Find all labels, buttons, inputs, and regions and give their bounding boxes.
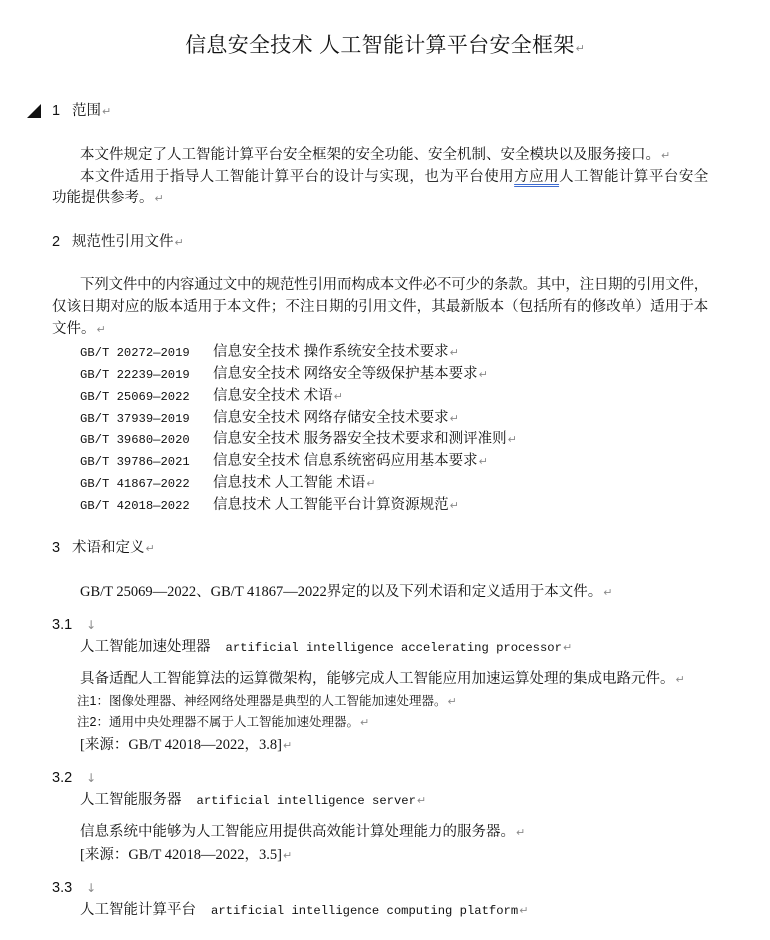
scope-paragraph-2-line-2: 功能提供参考。 ↵ — [52, 188, 164, 208]
reference-item — [80, 451, 488, 471]
term-note: 注1：图像处理器、神经网络处理器是典型的人工智能加速处理器。 ↵ — [77, 691, 457, 711]
reference-item — [80, 495, 459, 515]
reference-code: GB/T 42018—2022 — [80, 499, 190, 513]
reference-item — [80, 429, 517, 449]
reference-item — [80, 364, 488, 384]
term-name-zh: 人工智能加速处理器 — [80, 639, 211, 655]
reference-title: 信息技术 人工智能 术语 ↵ — [213, 475, 375, 491]
section-title: 范围 ↵ — [72, 103, 111, 119]
reference-item — [80, 408, 459, 428]
term-name-zh: 人工智能服务器 — [80, 792, 182, 808]
section-number: 3 — [52, 540, 61, 556]
reference-code: GB/T 41867—2022 — [80, 477, 190, 491]
reference-code: GB/T 22239—2019 — [80, 368, 190, 382]
term-name-zh: 人工智能计算平台 — [80, 902, 196, 918]
term-source: [来源：GB/T 42018—2022，3.5] ↵ — [80, 845, 292, 865]
document-title: 信息安全技术 人工智能计算平台安全框架 ↵ — [0, 33, 770, 59]
scope-paragraph-2-line-1 — [80, 167, 708, 187]
term-number: 3.3 ↓ — [52, 878, 96, 898]
reference-code: GB/T 37939—2019 — [80, 412, 190, 426]
term-source: [来源：GB/T 42018—2022，3.8] ↵ — [80, 735, 292, 755]
reference-title: 信息安全技术 操作系统安全技术要求 ↵ — [213, 344, 459, 360]
term-definition: 具备适配人工智能算法的运算微架构，能够完成人工智能应用加速运算处理的集成电路元件。 ↵ — [80, 669, 685, 689]
reference-code: GB/T 25069—2022 — [80, 390, 190, 404]
term-number: 3.2 ↓ — [52, 768, 96, 788]
section-number: 2 — [52, 234, 61, 250]
references-intro-line-1: 下列文件中的内容通过文中的规范性引用而构成本文件必不可少的条款。其中，注日期的引用文件， — [80, 277, 708, 293]
scope-paragraph-1: 本文件规定了人工智能计算平台安全框架的安全功能、安全机制、安全模块以及服务接口。 ↵ — [80, 145, 670, 165]
section-title: 规范性引用文件 ↵ — [72, 234, 184, 250]
reference-code: GB/T 39786—2021 — [80, 455, 190, 469]
reference-title: 信息技术 人工智能平台计算资源规范 ↵ — [213, 497, 459, 513]
term-heading — [80, 790, 426, 810]
reference-title: 信息安全技术 服务器安全技术要求和测评准则 ↵ — [213, 431, 517, 447]
reference-item — [80, 386, 343, 406]
text-segment: 本文件适用于指导人工智能计算平台的设计与实现，也为平台使用 — [80, 169, 515, 185]
section-heading-scope — [52, 101, 111, 121]
term-name-en: artificial intelligence accelerating processor ↵ — [226, 641, 573, 655]
references-intro-line-2: 仅该日期对应的版本适用于本文件；不注日期的引用文件，其最新版本（包括所有的修改单）适用于本 — [52, 299, 708, 315]
section-number: 1 — [52, 103, 61, 119]
section-title: 术语和定义 ↵ — [72, 540, 155, 556]
term-name-en: artificial intelligence server ↵ — [197, 794, 427, 808]
reference-title: 信息安全技术 术语 ↵ — [213, 388, 343, 404]
section-heading-normative-references — [52, 232, 184, 252]
references-intro-line-3: 文件。 ↵ — [52, 319, 106, 339]
terms-intro: GB/T 25069—2022、GB/T 41867—2022界定的以及下列术语和定义适用于本文件。 ↵ — [80, 582, 613, 602]
collapse-heading-triangle-icon[interactable] — [27, 104, 41, 118]
term-heading — [80, 900, 528, 920]
reference-code: GB/T 39680—2020 — [80, 433, 190, 447]
text-segment: 人工智能计算平台安全 — [559, 169, 708, 185]
reference-title: 信息安全技术 网络存储安全技术要求 ↵ — [213, 410, 459, 426]
reference-item — [80, 342, 459, 362]
reference-title: 信息安全技术 信息系统密码应用基本要求 ↵ — [213, 453, 488, 469]
term-note: 注2：通用中央处理器不属于人工智能加速处理器。 ↵ — [77, 712, 369, 732]
term-name-en: artificial intelligence computing platform ↵ — [211, 904, 528, 918]
term-heading — [80, 637, 572, 657]
reference-title: 信息安全技术 网络安全等级保护基本要求 ↵ — [213, 366, 488, 382]
term-definition: 信息系统中能够为人工智能应用提供高效能计算处理能力的服务器。 ↵ — [80, 822, 525, 842]
section-heading-terms — [52, 538, 155, 558]
reference-item — [80, 473, 375, 493]
reference-code: GB/T 20272—2019 — [80, 346, 190, 360]
grammar-flagged-text[interactable]: 方应用 — [514, 169, 560, 185]
term-number: 3.1 ↓ — [52, 615, 96, 635]
